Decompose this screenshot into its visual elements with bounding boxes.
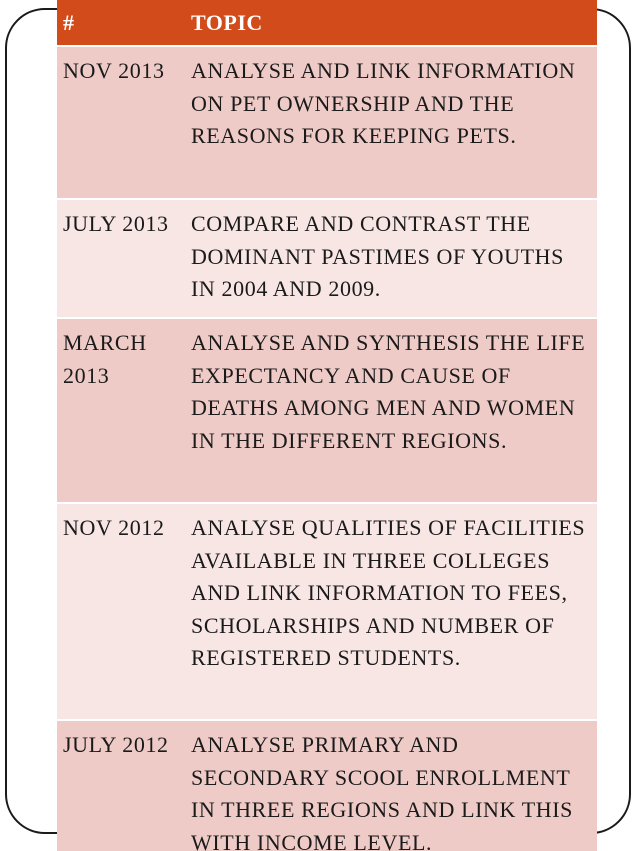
row-date: JULY 2012 bbox=[57, 720, 187, 851]
topics-table bbox=[57, 0, 597, 851]
row-topic: ANALYSE QUALITIES OF FACILITIES AVAILABLE IN THREE COLLEGES AND LINK INFORMATION TO FEES, SCHOLARSHIPS AND NUMBER OF REGISTERED STUDENTS. bbox=[187, 503, 597, 720]
row-topic: ANALYSE AND SYNTHESIS THE LIFE EXPECTANCY AND CAUSE OF DEATHS AMONG MEN AND WOMEN IN THE DIFFERENT REGIONS. bbox=[187, 318, 597, 503]
row-topic: ANALYSE PRIMARY AND SECONDARY SCOOL ENROLLMENT IN THREE REGIONS AND LINK THIS WITH INCOME LEVEL. bbox=[187, 720, 597, 851]
topics-table-container bbox=[57, 0, 597, 851]
row-date: NOV 2012 bbox=[57, 503, 187, 720]
header-number: # bbox=[57, 0, 187, 46]
row-date: NOV 2013 bbox=[57, 46, 187, 199]
table-row bbox=[57, 46, 597, 199]
row-date: JULY 2013 bbox=[57, 199, 187, 318]
table-row bbox=[57, 503, 597, 720]
row-topic: ANALYSE AND LINK INFORMATION ON PET OWNERSHIP AND THE REASONS FOR KEEPING PETS. bbox=[187, 46, 597, 199]
header-topic: TOPIC bbox=[187, 0, 597, 46]
table-header-row bbox=[57, 0, 597, 46]
row-topic: COMPARE AND CONTRAST THE DOMINANT PASTIMES OF YOUTHS IN 2004 AND 2009. bbox=[187, 199, 597, 318]
table-row bbox=[57, 720, 597, 851]
table-row bbox=[57, 199, 597, 318]
row-date: MARCH 2013 bbox=[57, 318, 187, 503]
table-row bbox=[57, 318, 597, 503]
